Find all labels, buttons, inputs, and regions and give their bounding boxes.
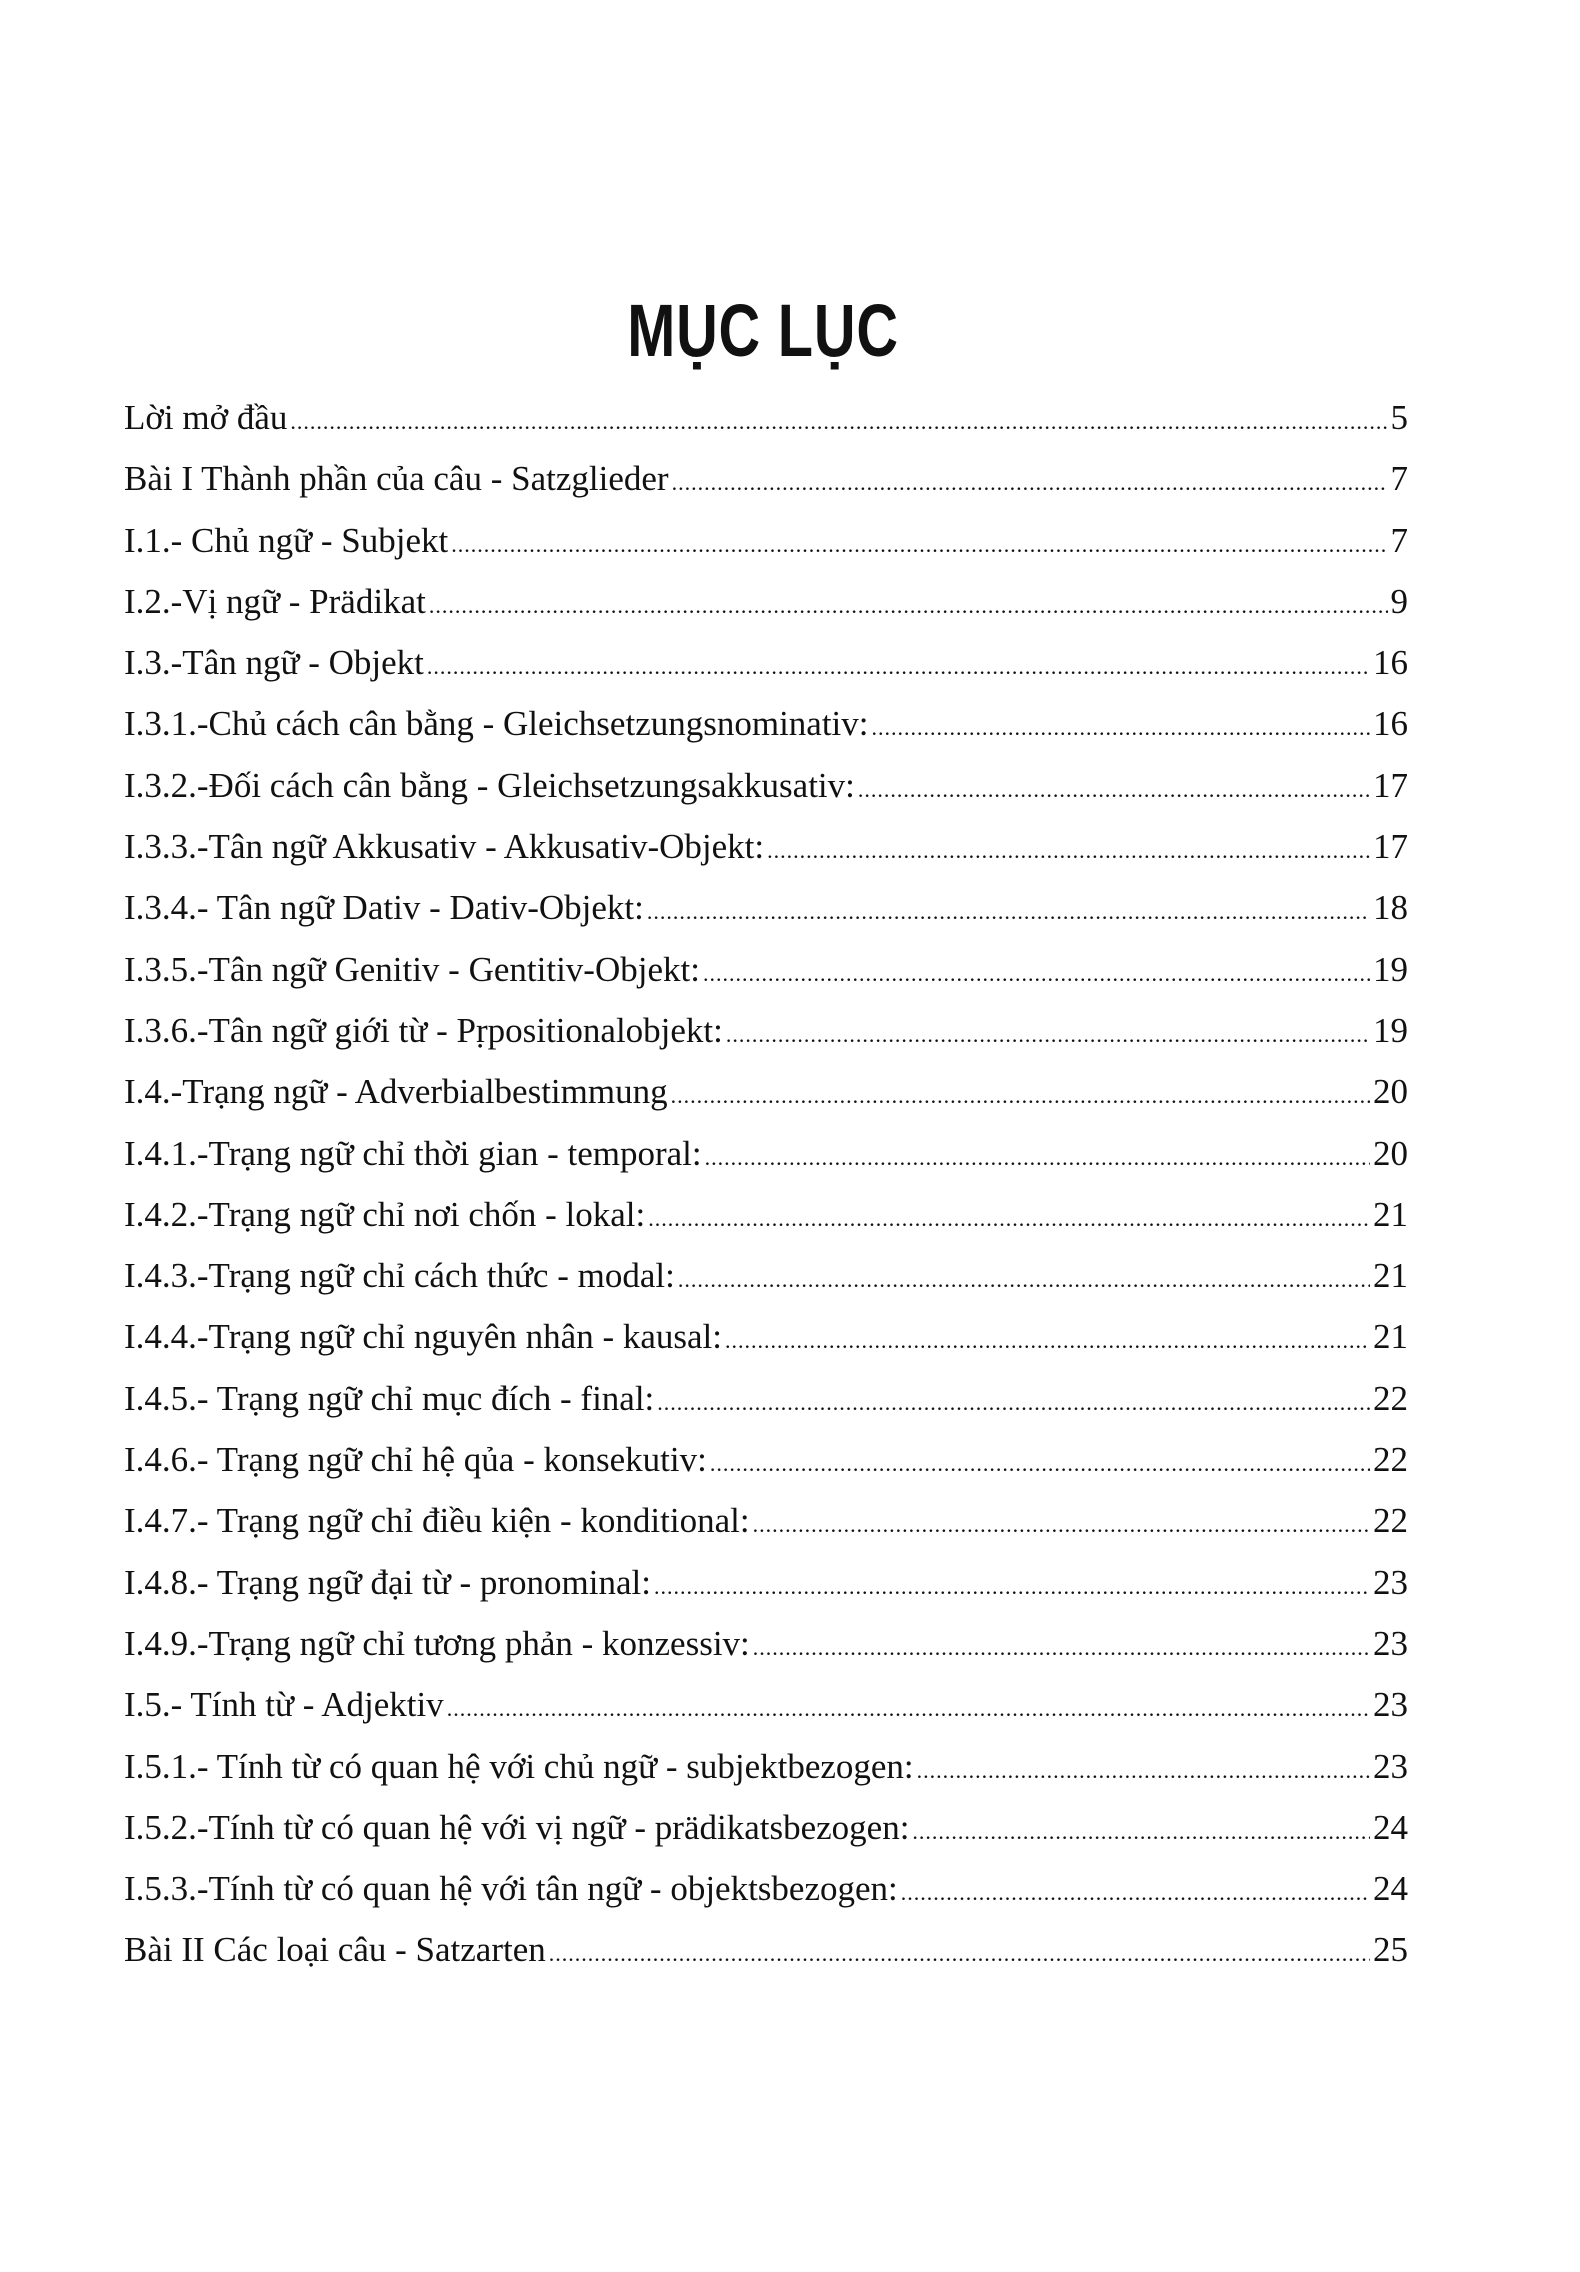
toc-entry-page: 21: [1373, 1256, 1408, 1296]
toc-entry-label: I.4.9.-Trạng ngữ chỉ tương phản - konzessiv:: [124, 1623, 750, 1663]
toc-entry-page: 21: [1373, 1194, 1408, 1234]
toc-entry[interactable]: [124, 704, 1408, 765]
leader-dots: [672, 470, 1388, 496]
toc-entry-page: 7: [1390, 520, 1408, 560]
toc-entry-label: I.3.2.-Đối cách cân bằng - Gleichsetzungsakkusativ:: [124, 765, 855, 805]
toc-entry-page: 23: [1373, 1746, 1408, 1786]
toc-entry[interactable]: [124, 766, 1408, 827]
leader-dots: [427, 654, 1370, 680]
toc-entry[interactable]: [124, 1256, 1408, 1317]
toc-entry-page: 23: [1373, 1562, 1408, 1602]
toc-entry[interactable]: [124, 1379, 1408, 1440]
toc-entry-label: I.4.5.- Trạng ngữ chỉ mục đích - final:: [124, 1378, 655, 1418]
toc-entry[interactable]: [124, 582, 1408, 643]
toc-entry-label: I.5.1.- Tính từ có quan hệ với chủ ngữ - subjektbezogen:: [124, 1746, 914, 1786]
toc-entry-label: I.4.6.- Trạng ngữ chỉ hệ qủa - konsekutiv:: [124, 1440, 707, 1480]
toc-entry[interactable]: [124, 1317, 1408, 1378]
leader-dots: [678, 1267, 1370, 1293]
leader-dots: [657, 1390, 1370, 1416]
leader-dots: [671, 1083, 1370, 1109]
toc-entry-label: I.4.8.- Trạng ngữ đại từ - pronominal:: [124, 1562, 651, 1602]
toc-entry[interactable]: [124, 1685, 1408, 1746]
toc-entry-page: 20: [1373, 1072, 1408, 1112]
leader-dots: [858, 777, 1370, 803]
toc-entry-page: 24: [1373, 1807, 1408, 1847]
toc-entry[interactable]: [124, 459, 1408, 520]
toc-entry-page: 25: [1373, 1930, 1408, 1970]
toc-entry-page: 22: [1373, 1440, 1408, 1480]
leader-dots: [917, 1758, 1370, 1784]
toc-entry-page: 20: [1373, 1133, 1408, 1173]
leader-dots: [451, 532, 1387, 558]
toc-entry-page: 18: [1373, 888, 1408, 928]
toc-entry-page: 21: [1373, 1317, 1408, 1357]
toc-entry[interactable]: [124, 1624, 1408, 1685]
leader-dots: [901, 1880, 1370, 1906]
toc-entry-label: I.4.7.- Trạng ngữ chỉ điều kiện - konditional:: [124, 1501, 750, 1541]
toc-entry[interactable]: [124, 1072, 1408, 1133]
leader-dots: [753, 1512, 1370, 1538]
toc-entry-page: 19: [1373, 1010, 1408, 1050]
toc-entry-page: 16: [1373, 643, 1408, 683]
toc-entry-label: I.4.-Trạng ngữ - Adverbialbestimmung: [124, 1072, 668, 1112]
toc-entry-label: I.4.4.-Trạng ngữ chỉ nguyên nhân - kausal:: [124, 1317, 722, 1357]
toc-entry-label: I.3.4.- Tân ngữ Dativ - Dativ-Objekt:: [124, 888, 644, 928]
toc-entry-label: I.3.3.-Tân ngữ Akkusativ - Akkusativ-Objekt:: [124, 827, 765, 867]
page-title: MỤC LỤC: [627, 288, 899, 372]
toc-entry-page: 22: [1373, 1501, 1408, 1541]
toc-entry-page: 23: [1373, 1685, 1408, 1725]
leader-dots: [447, 1696, 1370, 1722]
leader-dots: [872, 715, 1370, 741]
table-of-contents: [124, 398, 1408, 1992]
leader-dots: [549, 1941, 1370, 1967]
toc-entry[interactable]: [124, 1869, 1408, 1930]
toc-entry-page: 23: [1373, 1623, 1408, 1663]
toc-entry-label: I.3.-Tân ngữ - Objekt: [124, 643, 424, 683]
toc-entry[interactable]: [124, 1134, 1408, 1195]
toc-entry[interactable]: [124, 643, 1408, 704]
toc-entry-label: Lời mở đầu: [124, 398, 288, 437]
toc-entry-page: 17: [1373, 827, 1408, 867]
toc-entry[interactable]: [124, 1563, 1408, 1624]
toc-entry[interactable]: [124, 1440, 1408, 1501]
toc-entry-label: I.5.3.-Tính từ có quan hệ với tân ngữ - objektsbezogen:: [124, 1869, 898, 1909]
leader-dots: [912, 1819, 1370, 1845]
toc-entry-label: Bài II Các loại câu - Satzarten: [124, 1930, 546, 1970]
toc-entry-label: I.4.1.-Trạng ngữ chỉ thời gian - temporal:: [124, 1133, 702, 1173]
toc-entry-page: 16: [1373, 704, 1408, 744]
leader-dots: [705, 1145, 1370, 1171]
leader-dots: [725, 1328, 1370, 1354]
toc-entry-label: I.5.- Tính từ - Adjektiv: [124, 1685, 444, 1725]
toc-entry-label: I.3.6.-Tân ngữ giới từ - Pṛpositionalobjekt:: [124, 1010, 723, 1050]
toc-entry-page: 7: [1390, 459, 1408, 499]
toc-entry-page: 5: [1390, 398, 1408, 437]
leader-dots: [753, 1635, 1370, 1661]
toc-entry[interactable]: [124, 1808, 1408, 1869]
toc-entry[interactable]: [124, 827, 1408, 888]
leader-dots: [429, 593, 1388, 619]
toc-entry[interactable]: [124, 1930, 1408, 1991]
toc-entry-label: I.3.5.-Tân ngữ Genitiv - Gentitiv-Objekt:: [124, 949, 700, 989]
leader-dots: [767, 838, 1370, 864]
leader-dots: [648, 1206, 1370, 1232]
toc-entry[interactable]: [124, 1011, 1408, 1072]
toc-entry[interactable]: [124, 1501, 1408, 1562]
leader-dots: [654, 1574, 1370, 1600]
toc-entry[interactable]: [124, 950, 1408, 1011]
toc-entry[interactable]: [124, 888, 1408, 949]
toc-entry-label: I.4.3.-Trạng ngữ chỉ cách thức - modal:: [124, 1256, 675, 1296]
leader-dots: [290, 409, 1387, 435]
toc-entry-label: I.4.2.-Trạng ngữ chỉ nơi chốn - lokal:: [124, 1194, 646, 1234]
toc-entry-page: 19: [1373, 949, 1408, 989]
toc-entry-label: I.2.-Vị ngữ - Prädikat: [124, 581, 426, 621]
toc-entry[interactable]: [124, 1195, 1408, 1256]
toc-entry-label: I.3.1.-Chủ cách cân bằng - Gleichsetzungsnominativ:: [124, 704, 869, 744]
toc-entry-page: 17: [1373, 765, 1408, 805]
toc-entry-page: 9: [1390, 581, 1408, 621]
toc-entry-page: 22: [1373, 1378, 1408, 1418]
leader-dots: [726, 1022, 1370, 1048]
toc-entry-label: I.1.- Chủ ngữ - Subjekt: [124, 520, 449, 560]
toc-entry[interactable]: [124, 398, 1408, 459]
leader-dots: [647, 899, 1370, 925]
toc-entry-page: 24: [1373, 1869, 1408, 1909]
toc-entry-label: Bài I Thành phần của câu - Satzglieder: [124, 459, 669, 499]
leader-dots: [703, 961, 1370, 987]
toc-entry[interactable]: [124, 521, 1408, 582]
leader-dots: [710, 1451, 1370, 1477]
toc-entry[interactable]: [124, 1747, 1408, 1808]
toc-entry-label: I.5.2.-Tính từ có quan hệ với vị ngữ - prädikatsbezogen:: [124, 1807, 910, 1847]
